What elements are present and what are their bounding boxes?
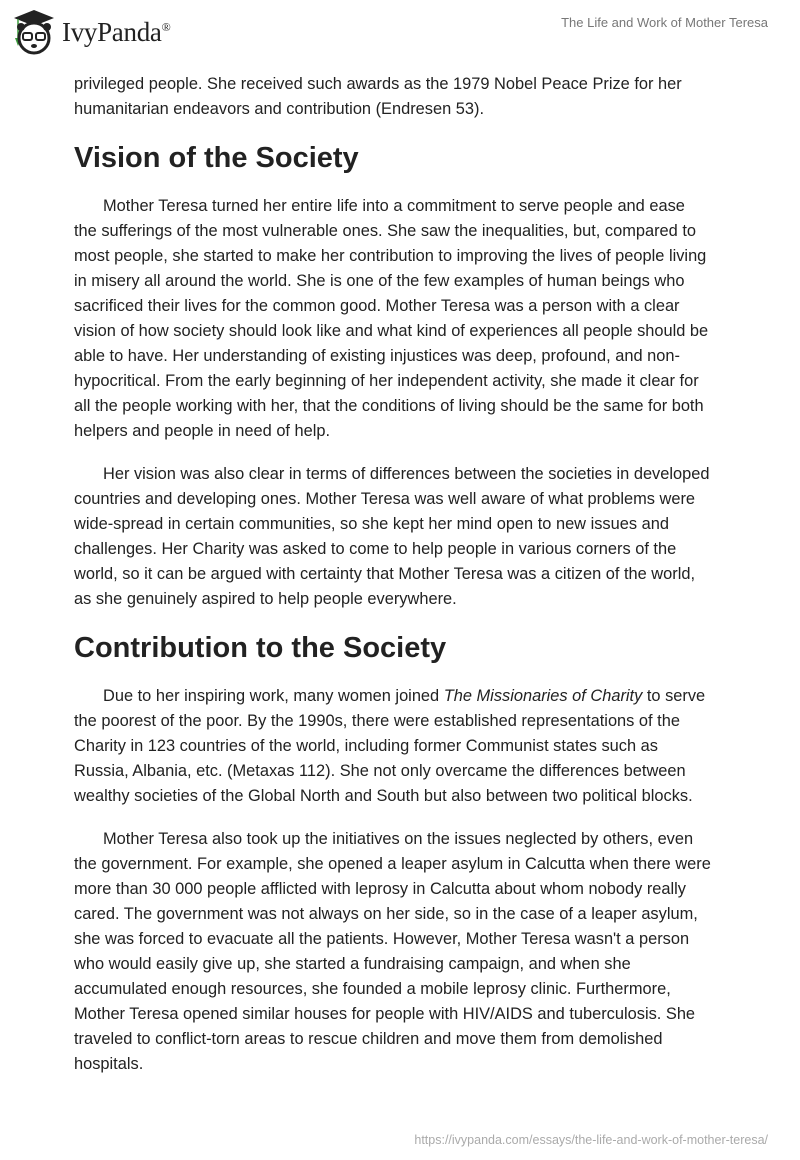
text-line: the poorest of the poor. By the 1990s, there were established representations of the [74, 712, 680, 730]
text-line: hospitals. [74, 1055, 144, 1073]
text-line: Mother Teresa turned her entire life into a commitment to serve people and ease [103, 197, 685, 215]
text-line: most people, she started to make her contribution to improving the lives of people living [74, 247, 707, 265]
paragraph [74, 194, 734, 444]
text-line: challenges. Her Charity was asked to come to help people in various corners of the [74, 540, 677, 558]
text-line: Her vision was also clear in terms of differences between the societies in developed [103, 465, 710, 483]
text-line: all the people working with her, that the conditions of living should be the same for both [74, 397, 704, 415]
text-line: Mother Teresa opened similar houses for people with HIV/AIDS and tuberculosis. She [74, 1005, 696, 1023]
text-line: the government. For example, she opened a leaper asylum in Calcutta when there were [74, 855, 711, 873]
text-line: wide-spread in certain communities, so she kept her mind open to new issues and [74, 515, 669, 533]
page-header [0, 0, 800, 60]
paragraph [74, 684, 734, 809]
text-line: world, so it can be argued with certainty that Mother Teresa was a citizen of the world, [74, 565, 696, 583]
ivypanda-logo[interactable] [12, 8, 170, 56]
text-line: in misery all around the world. She is one of the few examples of human beings who [74, 272, 685, 290]
text-line: privileged people. She received such awards as the 1979 Nobel Peace Prize for her [74, 75, 682, 93]
text-line: hypocritical. From the early beginning of her independent activity, she made it clear for [74, 372, 699, 390]
text-line: Russia, Albania, etc. (Metaxas 112). She not only overcame the differences between [74, 762, 686, 780]
text-line: able to have. Her understanding of existing injustices was deep, profound, and non- [74, 347, 680, 365]
panda-logo-icon [12, 8, 56, 56]
logo-text: IvyPanda® [62, 16, 171, 47]
text-line: accumulated enough resources, she founded a mobile leprosy clinic. Furthermore, [74, 980, 671, 998]
text-line: the sufferings of the most vulnerable ones. She saw the inequalities, but, compared to [74, 222, 697, 240]
text-segment: to serve [642, 687, 706, 705]
section-heading: Vision of the Society [74, 142, 359, 174]
text-line: as she genuinely aspired to help people everywhere. [74, 590, 457, 608]
text-line: sacrificed their lives for the common good. Mother Teresa was a person with a clear [74, 297, 680, 315]
essay-body [74, 72, 734, 1095]
text-line: wealthy societies of the Global North and South but also between two political blocks. [74, 787, 693, 805]
paragraph [74, 462, 734, 612]
document-title: The Life and Work of Mother Teresa [561, 15, 768, 30]
text-line: Mother Teresa also took up the initiatives on the issues neglected by others, even [103, 830, 694, 848]
text-line: traveled to conflict-torn areas to rescue children and move them from demolished [74, 1030, 663, 1048]
text-line: humanitarian endeavors and contribution (Endresen 53). [74, 100, 485, 118]
text-line: she was forced to evacuate all the patients. However, Mother Teresa wasn't a person [74, 930, 690, 948]
italic-title: The Missionaries of Charity [443, 687, 643, 705]
text-line: who would easily give up, she started a fundraising campaign, and when she [74, 955, 631, 973]
section-heading: Contribution to the Society [74, 632, 447, 664]
text-line: helpers and people in need of help. [74, 422, 331, 440]
paragraph [74, 827, 734, 1077]
text-line: Charity in 123 countries of the world, including former Communist states such as [74, 737, 658, 755]
text-line: vision of how society should look like and what kind of experiences all people should be [74, 322, 709, 340]
text-line: more than 30 000 people afflicted with leprosy in Calcutta about whom nobody really [74, 880, 686, 898]
paragraph [74, 72, 734, 122]
text-line: cared. The government was not always on her side, so in the case of a leaper asylum, [74, 905, 698, 923]
text-line [74, 684, 734, 709]
text-line: countries and developing ones. Mother Teresa was well aware of what problems were [74, 490, 696, 508]
source-url[interactable]: https://ivypanda.com/essays/the-life-and-work-of-mother-teresa/ [414, 1133, 768, 1147]
text-segment: Due to her inspiring work, many women joined [103, 687, 444, 705]
